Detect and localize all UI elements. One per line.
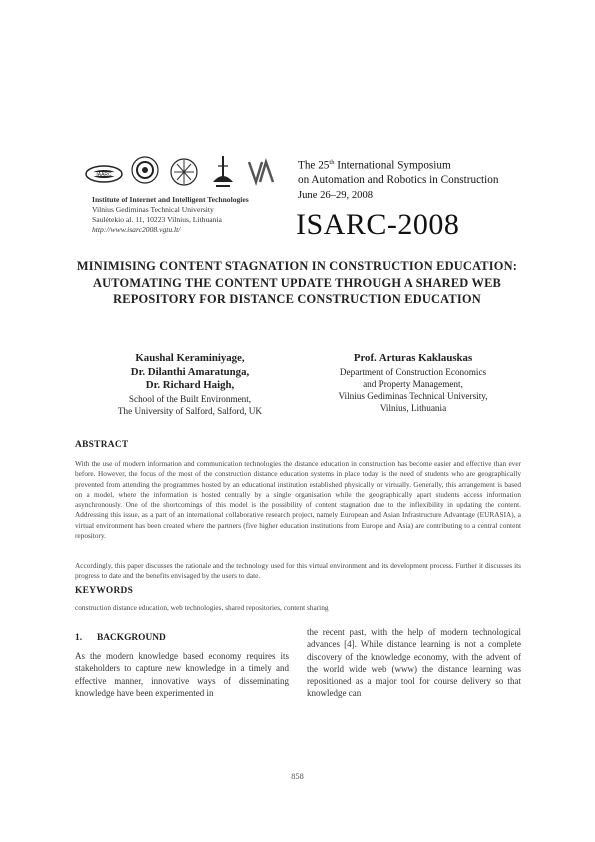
logo-5-icon [246, 152, 276, 192]
conference-name [298, 156, 498, 187]
event-title: ISARC-2008 [296, 208, 460, 241]
conference-line2: on Automation and Robotics in Construction [298, 173, 499, 186]
section-number: 1. [75, 633, 83, 643]
section-heading [75, 633, 166, 643]
author-name: Dr. Dilanthi Amaratunga, [130, 365, 250, 378]
affiliation-line: and Property Management, [363, 378, 463, 389]
paper-title: MINIMISING CONTENT STAGNATION IN CONSTRUCTION EDUCATION: AUTOMATING THE CONTENT UPDATE THROUGH A SHARED WEB REPOSITORY FOR DISTANCE CONSTRUCTION EDUCATION [76, 259, 518, 306]
author-name: Prof. Arturas Kaklauskas [353, 352, 473, 364]
conference-line1-sup: th [329, 159, 335, 166]
conference-line1-post: International Symposium [334, 159, 451, 172]
body-column-left: As the modern knowledge based economy requires its stakeholders to capture new knowledge in a timely and effective manner, innovative ways of disseminating knowledge have been experimented in [75, 651, 289, 698]
institute-line: Saulėtekio al. 11, 10223 Vilnius, Lithuania [92, 215, 222, 224]
keywords-heading: KEYWORDS [75, 586, 134, 596]
svg-text:IAARC: IAARC [96, 172, 112, 178]
author-name: Dr. Richard Haigh, [145, 379, 235, 391]
logo-1-icon [84, 152, 124, 192]
conference-line1-pre: The 25 [298, 159, 330, 172]
logo-3-icon [168, 152, 200, 192]
affiliation-line: Vilnius, Lithuania [379, 402, 447, 413]
abstract-paragraph: Accordingly, this paper discusses the rationale and the technology used for this virtual environment and its development process. Further it discusses its progress to date and the benefits envisaged by the users to date. [75, 561, 521, 581]
affiliation-line: Department of Construction Economics [339, 366, 487, 377]
institute-url[interactable]: http://www.isarc2008.vgtu.lt/ [92, 225, 181, 234]
affiliation-line: Vilnius Gediminas Technical University, [338, 390, 488, 401]
abstract-heading: ABSTRACT [75, 440, 129, 450]
section-title: BACKGROUND [97, 633, 166, 643]
affiliation-line: The University of Salford, Salford, UK [117, 405, 263, 416]
body-column-right: the recent past, with the help of modern technological advances [4]. While distance learning is not a complete discovery of the knowledge economy, with the advent of the world wide web (www) the distance learning was repositioned as a major tool for course delivery so that knowledge can [307, 627, 521, 699]
authors-left [95, 352, 285, 417]
conference-dates: June 26–29, 2008 [298, 190, 374, 201]
logo-row [84, 152, 276, 194]
page-number: 858 [291, 772, 304, 781]
institute-block [92, 195, 249, 235]
institute-line: Institute of Internet and Intelligent Technologies [92, 195, 249, 204]
author-name: Kaushal Keraminiyage, [135, 352, 245, 364]
logo-2-icon [130, 152, 160, 192]
keywords-text: construction distance education, web technologies, shared repositories, content sharing [75, 603, 329, 612]
logo-4-icon [208, 152, 238, 194]
institute-line: Vilnius Gediminas Technical University [92, 205, 214, 214]
authors-right [318, 352, 508, 414]
affiliation-line: School of the Built Environment, [128, 393, 252, 404]
abstract-paragraph: With the use of modern information and communication technologies the distance education in construction has become easier and effective than ever before. However, the focus of the most of the construction distance education systems in place today is the need of students who are geographically prevented from attending the programmes hosted by an educational institution established physically or virtually. Generally, this arrangement is based on a model, where the information is hosted centrally by a single organisation while the geographically apart students access information asynchronously. One of the shortcomings of this model is the possibility of content stagnation due to the inflexibility in updating the content. Addressing this issue, as a part of an international collaborative research project, namely European and Asian Infrastructure Advantage (EURASIA), a virtual environment has been created where the partners (five higher education institutions from Europe and Asia) are contributing to a central content repository. [75, 459, 521, 541]
